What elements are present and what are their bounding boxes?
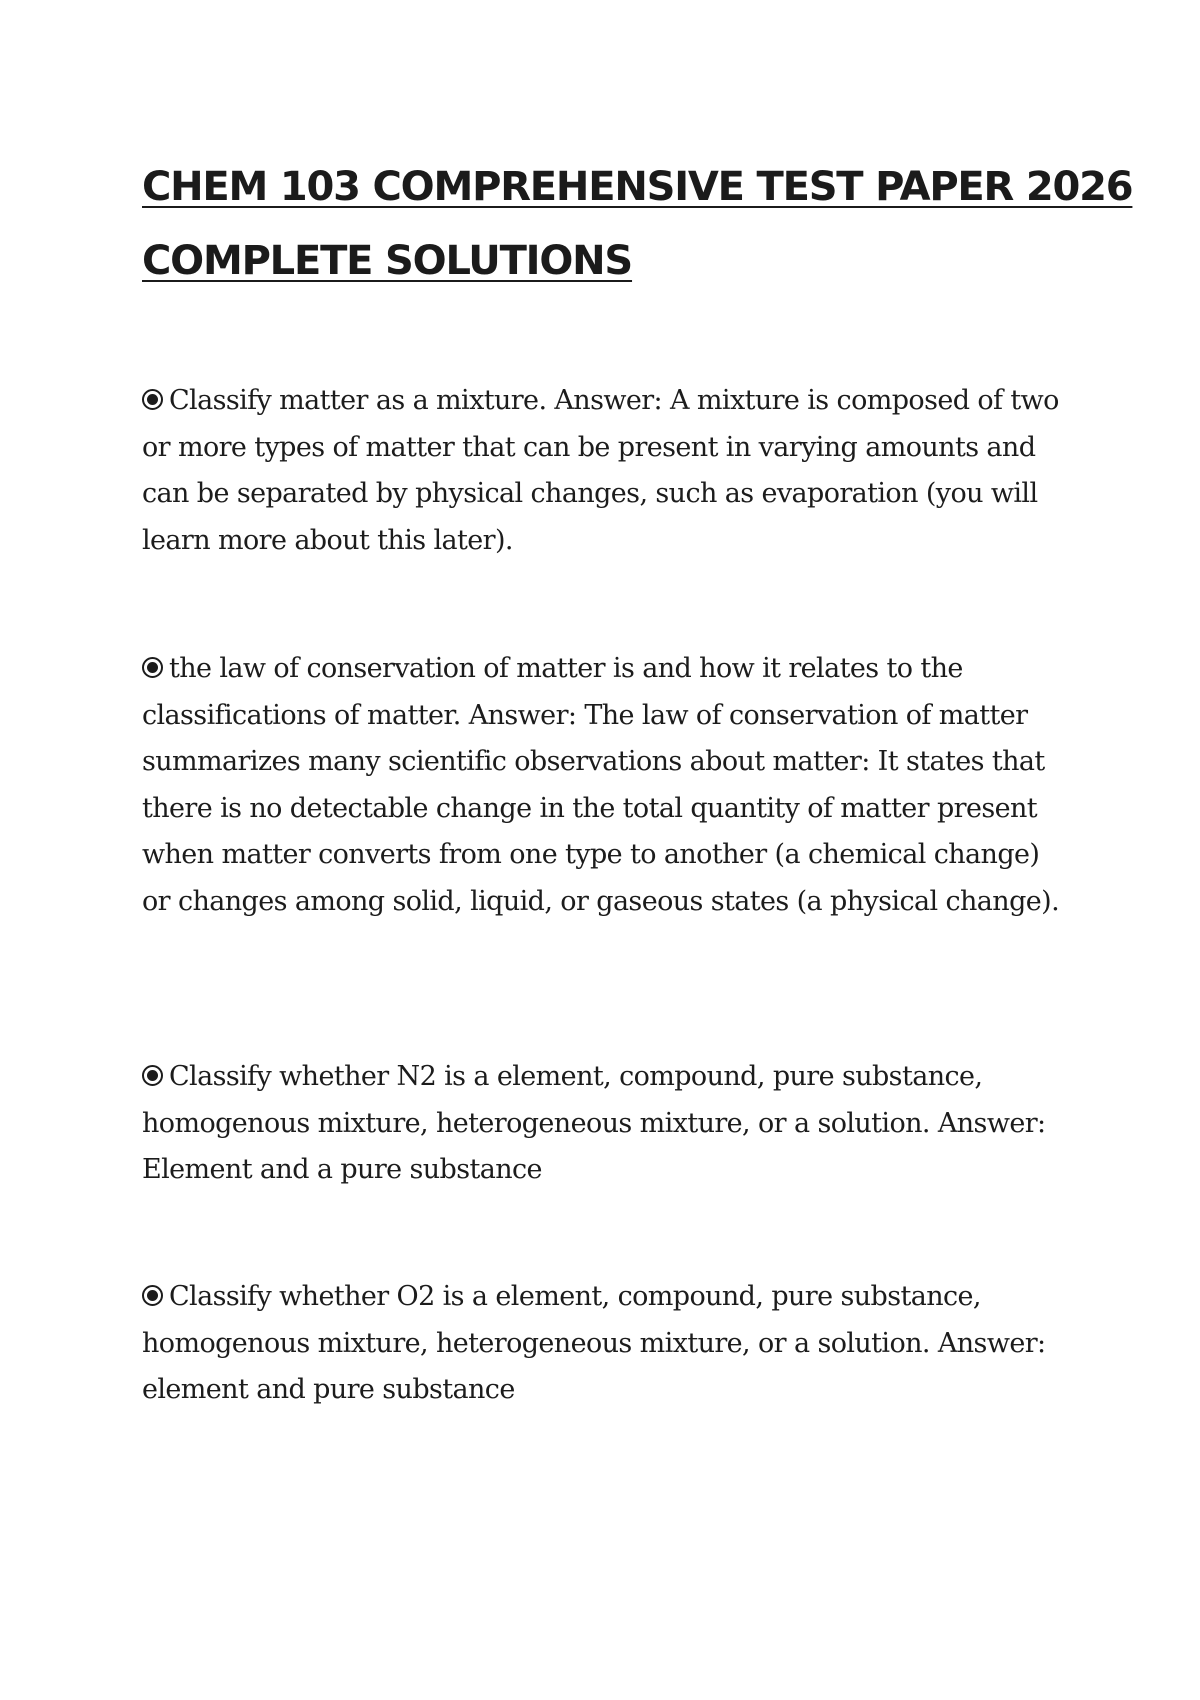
- question-item-4: [142, 1274, 1072, 1414]
- title-line-1: CHEM 103 COMPREHENSIVE TEST PAPER 2026: [142, 164, 1133, 210]
- fisheye-bullet-icon: [142, 657, 163, 678]
- question-text-1: Classify matter as a mixture. Answer: A mixture is composed of two or more types of matter that can be present in varying amounts and can be separated by physical changes, such as evaporation (you will learn more about this later).: [142, 385, 1059, 556]
- question-item-3: [142, 1054, 1072, 1194]
- fisheye-bullet-icon: [142, 1285, 163, 1306]
- fisheye-bullet-icon: [142, 389, 163, 410]
- question-item-2: [142, 646, 1072, 925]
- question-item-1: [142, 378, 1072, 564]
- document-title: [142, 150, 1133, 298]
- title-line-2: COMPLETE SOLUTIONS: [142, 238, 633, 284]
- fisheye-bullet-icon: [142, 1065, 163, 1086]
- question-text-4: Classify whether O2 is a element, compound, pure substance, homogenous mixture, heterogeneous mixture, or a solution. Answer: element and pure substance: [142, 1281, 1046, 1405]
- question-text-2: the law of conservation of matter is and how it relates to the classifications of matter. Answer: The law of conservation of matter summarizes many scientific observations about matter: It states that there is no detectable change in the total quantity of matter present when matter converts from one type to another (a chemical change) or changes among solid, liquid, or gaseous states (a physical change).: [142, 653, 1060, 917]
- question-text-3: Classify whether N2 is a element, compound, pure substance, homogenous mixture, heterogeneous mixture, or a solution. Answer: Element and a pure substance: [142, 1061, 1046, 1185]
